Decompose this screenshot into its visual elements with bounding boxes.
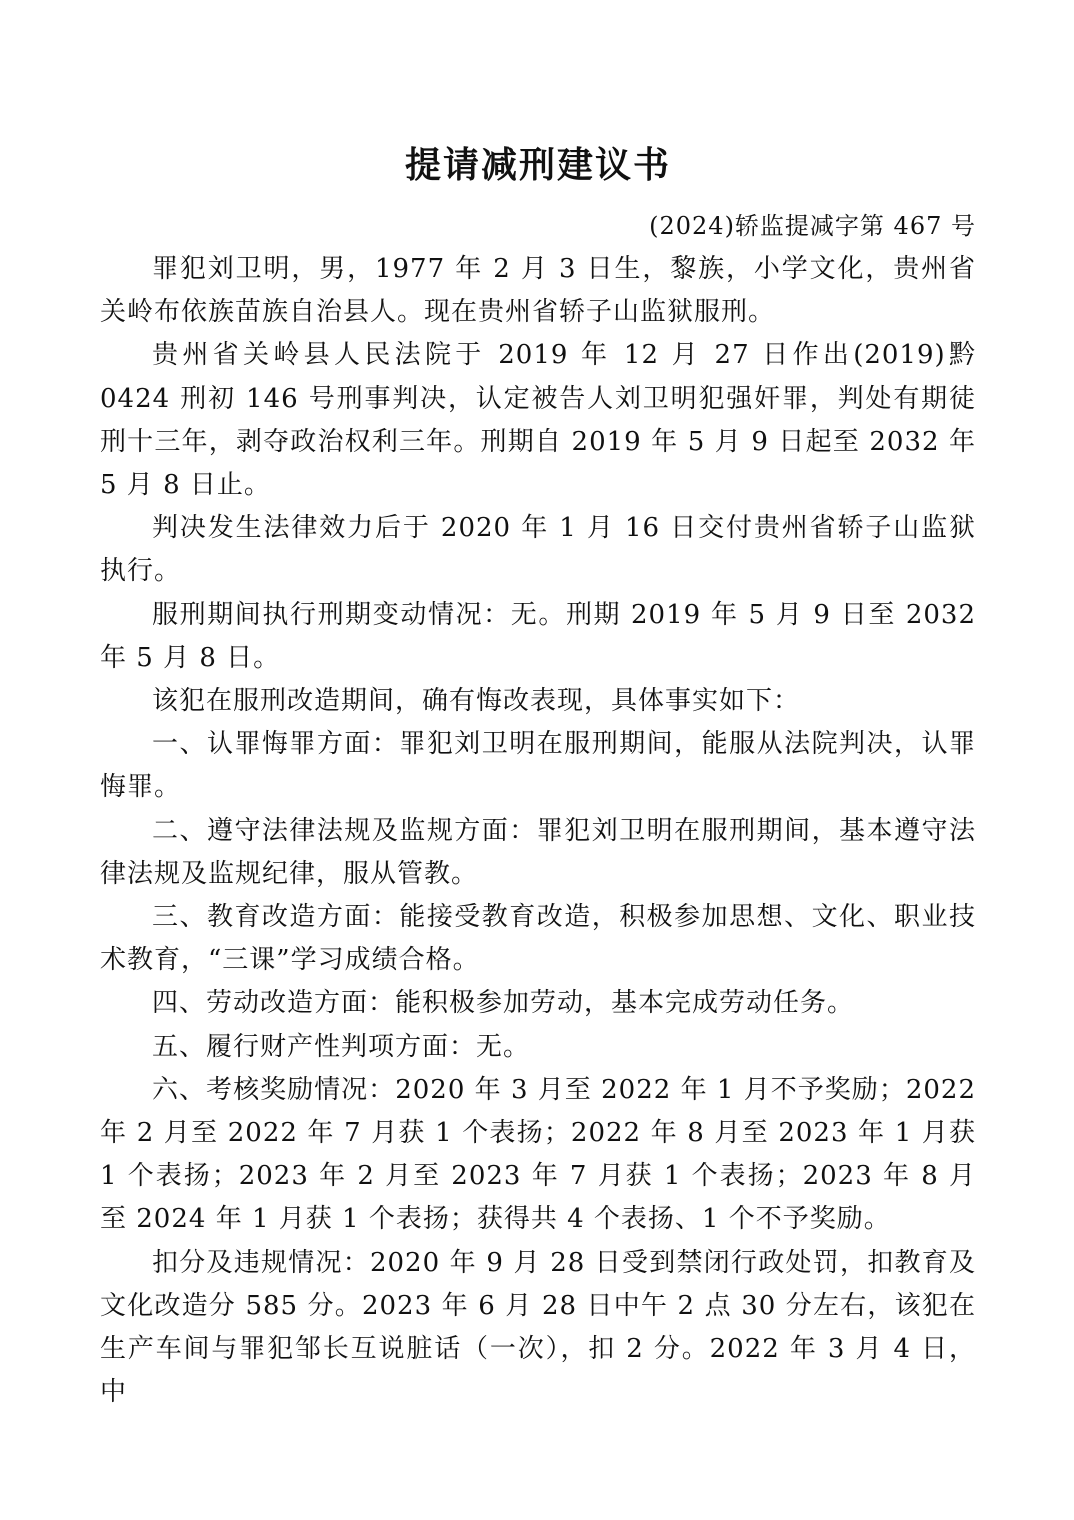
- paragraph-item-5: 五、履行财产性判项方面：无。: [152, 1031, 531, 1062]
- paragraph-deductions: 扣分及违规情况：2020 年 9 月 28 日受到禁闭行政处罚，扣教育及文化改造分 585 分。2023 年 6 月 28 日中午 2 点 30 分左右，该犯在生产车间与罪犯邹长互说脏话（一次），扣 2 分。2022 年 3 月 4 日，中: [100, 1247, 976, 1408]
- paragraph-item-6: 六、考核奖励情况：2020 年 3 月至 2022 年 1 月不予奖励；2022 年 2 月至 2022 年 7 月获 1 个表扬；2022 年 8 月至 2023 年 1 月获 1 个表扬；2023 年 2 月至 2023 年 7 月获 1 个表扬；2023 年 8 月至 2024 年 1 月获 1 个表扬；获得共 4 个表扬、1 个不予奖励。: [100, 1074, 976, 1235]
- paragraph-criminal-info: 罪犯刘卫明，男，1977 年 2 月 3 日生，黎族，小学文化，贵州省关岭布依族苗族自治县人。现在贵州省轿子山监狱服刑。: [100, 254, 976, 328]
- paragraph-sentence-change: 服刑期间执行刑期变动情况：无。刑期 2019 年 5 月 9 日至 2032 年 5 月 8 日。: [100, 599, 976, 673]
- paragraph-judgment: 贵州省关岭县人民法院于 2019 年 12 月 27 日作出(2019)黔 0424 刑初 146 号刑事判决，认定被告人刘卫明犯强奸罪，判处有期徒刑十三年，剥夺政治权利三年。刑期自 2019 年 5 月 9 日起至 2032 年 5 月 8 日止。: [100, 340, 976, 501]
- paragraph-item-3: 三、教育改造方面：能接受教育改造，积极参加思想、文化、职业技术教育，“三课”学习成绩合格。: [100, 902, 976, 976]
- paragraph-item-1: 一、认罪悔罪方面：罪犯刘卫明在服刑期间，能服从法院判决，认罪悔罪。: [100, 729, 976, 803]
- document-number: (2024)轿监提减字第 467 号: [649, 212, 976, 240]
- paragraph-item-4: 四、劳动改造方面：能积极参加劳动，基本完成劳动任务。: [152, 988, 855, 1019]
- document-page: [100, 130, 976, 1414]
- paragraph-delivery: 判决发生法律效力后于 2020 年 1 月 16 日交付贵州省轿子山监狱执行。: [100, 513, 976, 587]
- document-title: 提请减刑建议书: [404, 145, 671, 186]
- paragraph-repentance-intro: 该犯在服刑改造期间，确有悔改表现，具体事实如下：: [152, 686, 801, 717]
- paragraph-item-2: 二、遵守法律法规及监规方面：罪犯刘卫明在服刑期间，基本遵守法律法规及监规纪律，服从管教。: [100, 815, 976, 889]
